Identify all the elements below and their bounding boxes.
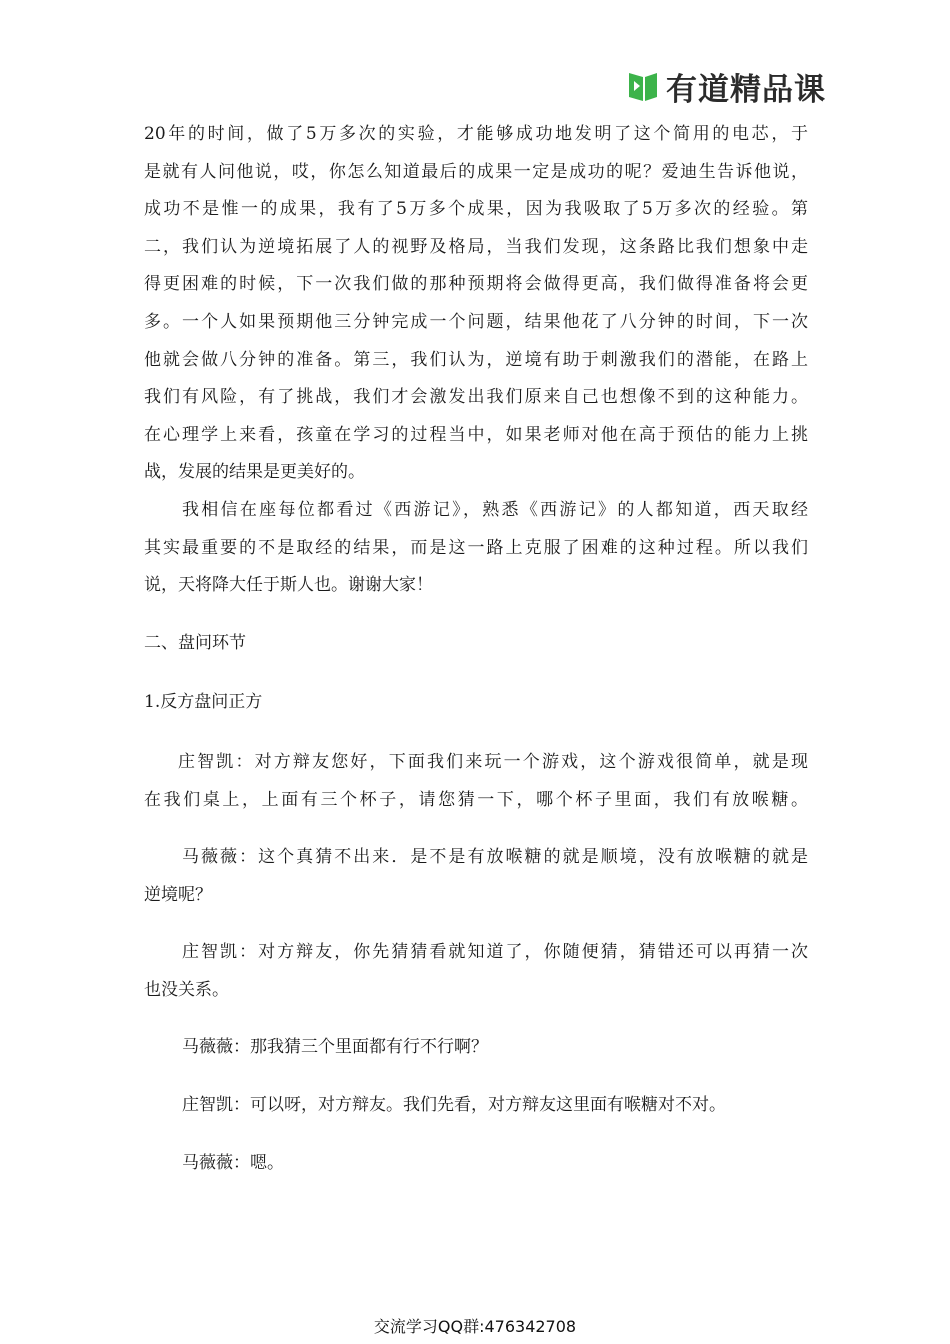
dialogue-line: 也没关系。: [144, 979, 229, 1000]
paragraph-line: 是就有人问他说，哎，你怎么知道最后的成果一定是成功的呢？爱迪生告诉他说，: [144, 161, 808, 182]
dialogue-line: 在我们桌上，上面有三个杯子，请您猜一下，哪个杯子里面，我们有放喉糖。: [144, 789, 808, 810]
dialogue-line: 马薇薇：这个真猜不出来．是不是有放喉糖的就是顺境，没有放喉糖的就是: [182, 847, 808, 868]
dialogue-line: 庄智凯：可以呀，对方辩友。我们先看，对方辩友这里面有喉糖对不对。: [182, 1095, 726, 1116]
paragraph-line: 说，天将降大任于斯人也。谢谢大家！: [144, 575, 433, 596]
dialogue-line: 马薇薇：那我猜三个里面都有行不行啊？: [182, 1037, 488, 1058]
paragraph-line: 在心理学上来看，孩童在学习的过程当中，如果老师对他在高于预估的能力上挑: [144, 424, 808, 445]
paragraph-line: 我们有风险，有了挑战，我们才会激发出我们原来自己也想像不到的这种能力。: [144, 387, 808, 408]
paragraph-line: 他就会做八分钟的准备。第三，我们认为，逆境有助于刺激我们的潜能，在路上: [144, 349, 808, 370]
paragraph-line: 其实最重要的不是取经的结果，而是这一路上克服了困难的这种过程。所以我们: [144, 537, 808, 558]
section-heading: 二、盘问环节: [144, 632, 246, 653]
logo-text: 有道精品课: [666, 71, 826, 108]
paragraph-line: 成功不是惟一的成果，我有了5万多个成果，因为我吸取了5万多次的经验。第: [144, 199, 808, 220]
dialogue-line: 马薇薇：嗯。: [182, 1152, 284, 1173]
dialogue-line: 逆境呢？: [144, 884, 212, 905]
paragraph-line: 得更困难的时候，下一次我们做的那种预期将会做得更高，我们做得准备将会更: [144, 274, 808, 295]
paragraph-line: 多。一个人如果预期他三分钟完成一个问题，结果他花了八分钟的时间，下一次: [144, 311, 808, 332]
paragraph-line: 战，发展的结果是更美好的。: [144, 462, 365, 483]
subsection-heading: 1.反方盘问正方: [144, 692, 263, 713]
document-body: [144, 116, 808, 1182]
play-book-icon: [626, 69, 660, 103]
dialogue-line: 庄智凯：对方辩友您好，下面我们来玩一个游戏，这个游戏很简单，就是现: [178, 751, 808, 772]
footer-qq-group: 交流学习QQ群:476342708: [373, 1317, 577, 1336]
paragraph-line: 我相信在座每位都看过《西游记》，熟悉《西游记》的人都知道，西天取经: [182, 499, 808, 520]
dialogue-line: 庄智凯：对方辩友，你先猜猜看就知道了，你随便猜，猜错还可以再猜一次: [182, 942, 808, 963]
paragraph-line: 20年的时间，做了5万多次的实验，才能够成功地发明了这个简用的电芯，于: [144, 124, 808, 144]
youdao-logo: [626, 66, 826, 106]
paragraph-line: 二，我们认为逆境拓展了人的视野及格局，当我们发现，这条路比我们想象中走: [144, 236, 808, 257]
